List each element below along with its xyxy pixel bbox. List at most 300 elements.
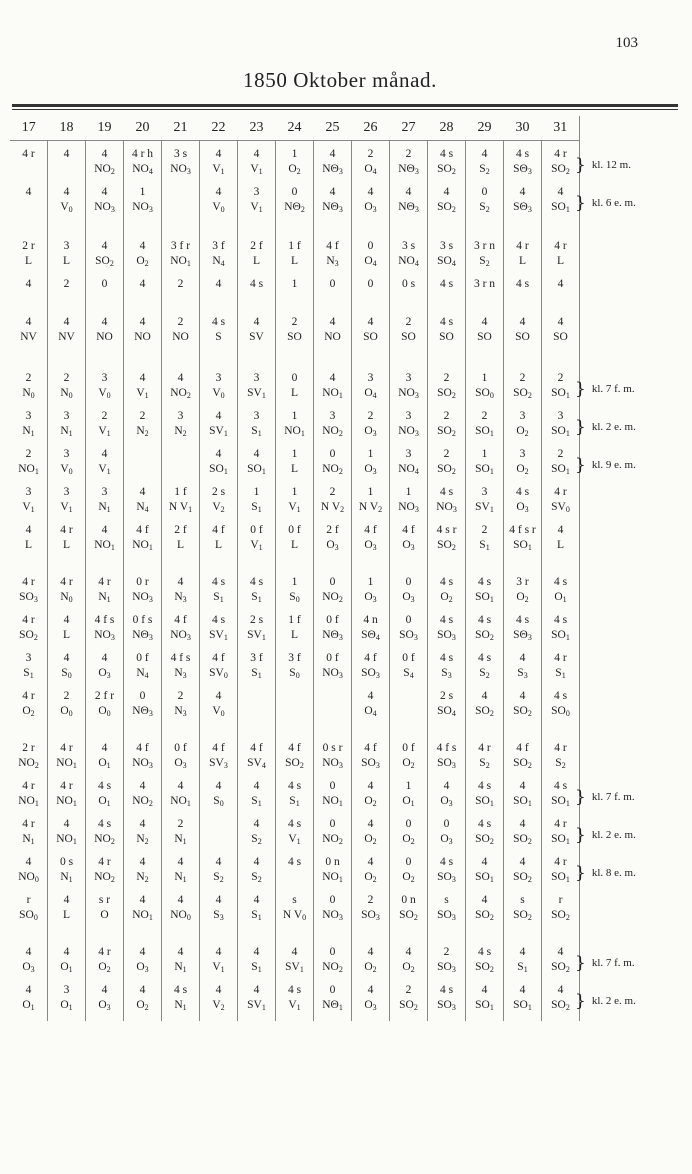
cloud-value: 3 — [557, 410, 564, 422]
cloud-value: 4 — [481, 316, 488, 328]
wind-value: $S_1$ — [289, 795, 300, 808]
wind-value: $N_1$ — [22, 425, 35, 438]
observation-cell — [542, 983, 580, 1021]
wind-value: $SO_2$ — [513, 387, 532, 400]
cloud-value: 4 — [177, 372, 184, 384]
observation-cell — [428, 523, 466, 561]
cloud-value: 4 — [63, 186, 70, 198]
wind-value: $N_1$ — [174, 833, 187, 846]
cloud-value: 1 f — [288, 240, 301, 252]
cloud-value: 0 f — [326, 652, 339, 664]
cloud-value: 3 r — [516, 576, 529, 588]
observation-cell — [390, 575, 428, 613]
cloud-value: 2 r — [22, 742, 35, 754]
wind-value: $V_1$ — [288, 833, 301, 846]
cloud-value: 4 s — [439, 856, 454, 868]
observation-cell — [504, 855, 542, 893]
wind-value: $SO_1$ — [551, 425, 570, 438]
observation-cell — [238, 651, 276, 689]
cloud-value: 4 — [557, 946, 564, 958]
wind-value: $SO_3$ — [437, 999, 456, 1012]
cloud-value: 4 — [101, 186, 108, 198]
wind-value: $S_1$ — [251, 667, 262, 680]
wind-value: $SO_4$ — [437, 705, 456, 718]
wind-value: $SO_1$ — [209, 463, 228, 476]
cloud-value: 4 — [557, 186, 564, 198]
wind-value: $N\Theta_2$ — [284, 201, 305, 214]
cloud-value: 4 — [519, 186, 526, 198]
cloud-value: 0 f — [250, 524, 263, 536]
wind-value: $N_0$ — [60, 591, 73, 604]
wind-value: $SO_2$ — [551, 961, 570, 974]
observation-cell — [428, 983, 466, 1021]
observation-cell — [314, 575, 352, 613]
observation-cell — [200, 651, 238, 689]
cloud-value: 4 r — [22, 780, 35, 792]
cloud-value: 4 — [329, 186, 336, 198]
wind-value: $O_3$ — [364, 201, 377, 214]
gap-cell — [86, 931, 124, 945]
observation-cell — [314, 817, 352, 855]
observation-cell — [238, 409, 276, 447]
wind-value: $NO_1$ — [322, 795, 343, 808]
cloud-value: 2 — [177, 690, 184, 702]
curly-brace-icon: } — [575, 991, 586, 1011]
cloud-value: 4 — [139, 818, 146, 830]
observation-cell — [10, 613, 48, 651]
observation-cell — [466, 147, 504, 185]
cloud-value: 2 — [139, 410, 146, 422]
wind-value: $SO_0$ — [19, 909, 38, 922]
observation-row — [10, 945, 580, 983]
cloud-value — [314, 689, 351, 704]
cloud-value: 2 — [177, 818, 184, 830]
wind-value — [276, 704, 313, 719]
cloud-value: 3 s — [439, 240, 454, 252]
observation-cell — [48, 523, 86, 561]
cloud-value: 4 — [519, 946, 526, 958]
cloud-value: 4 f — [250, 742, 263, 754]
observation-cell — [86, 575, 124, 613]
observation-cell — [86, 447, 124, 485]
gap-cell — [428, 223, 466, 239]
observation-cell — [352, 185, 390, 223]
observation-cell — [200, 983, 238, 1021]
cloud-value: 4 — [101, 742, 108, 754]
wind-value: $NO_1$ — [132, 909, 153, 922]
observation-cell — [352, 741, 390, 779]
observation-cell — [314, 185, 352, 223]
observation-cell — [124, 447, 162, 485]
cloud-value: 3 — [253, 410, 260, 422]
wind-value: $SO_2$ — [95, 255, 114, 268]
wind-value: $N\Theta_3$ — [322, 201, 343, 214]
wind-value: $S_1$ — [213, 591, 224, 604]
wind-value: $NO_2$ — [322, 463, 343, 476]
observation-cell — [200, 855, 238, 893]
wind-value: $N_1$ — [174, 999, 187, 1012]
wind-value — [542, 292, 579, 307]
cloud-value: 2 s — [211, 486, 226, 498]
wind-value: $SO_1$ — [551, 387, 570, 400]
gap-cell — [466, 561, 504, 575]
wind-value: $SO_2$ — [437, 163, 456, 176]
observation-cell — [314, 277, 352, 315]
cloud-value: 4 f — [402, 524, 415, 536]
gap-cell — [276, 931, 314, 945]
gap-cell — [466, 223, 504, 239]
wind-value: NV — [20, 331, 37, 343]
observation-cell — [276, 779, 314, 817]
cloud-value: 2 — [443, 410, 450, 422]
wind-value: $SO_2$ — [513, 757, 532, 770]
wind-value: $N_0$ — [22, 387, 35, 400]
cloud-value: 2 — [519, 372, 526, 384]
observation-cell — [352, 855, 390, 893]
observation-cell — [390, 983, 428, 1021]
cloud-value: 2 — [481, 410, 488, 422]
observation-cell — [86, 741, 124, 779]
observation-cell — [390, 651, 428, 689]
cloud-value: 3 — [101, 372, 108, 384]
observation-cell — [276, 945, 314, 983]
day-header: 26 — [352, 116, 390, 141]
observation-cell — [124, 689, 162, 727]
observation-cell — [314, 779, 352, 817]
wind-value: $V_0$ — [98, 387, 111, 400]
cloud-value: 0 — [329, 576, 336, 588]
wind-value: $N_2$ — [174, 425, 187, 438]
time-note-label: kl. 6 e. m. — [591, 197, 636, 209]
wind-value: $SO_3$ — [437, 871, 456, 884]
observation-cell — [314, 945, 352, 983]
wind-value: $V_2$ — [212, 501, 225, 514]
observation-cell — [314, 447, 352, 485]
gap-cell — [314, 353, 352, 371]
cloud-value: 4 r — [60, 742, 73, 754]
header-rule-thin — [12, 109, 678, 110]
observation-cell — [542, 741, 580, 779]
observation-cell — [86, 817, 124, 855]
observation-cell — [390, 855, 428, 893]
gap-cell — [10, 727, 48, 741]
group-gap-row — [10, 353, 580, 371]
cloud-value: 4 s — [515, 486, 530, 498]
cloud-value: 4 — [443, 186, 450, 198]
wind-value: $SO_2$ — [399, 909, 418, 922]
gap-cell — [238, 223, 276, 239]
observation-cell — [124, 651, 162, 689]
observation-cell — [10, 447, 48, 485]
cloud-value: 1 — [291, 448, 298, 460]
wind-value: $SO_3$ — [437, 629, 456, 642]
wind-value: $SO_0$ — [475, 387, 494, 400]
wind-value: L — [62, 909, 71, 921]
time-note — [575, 455, 636, 475]
observation-cell — [124, 817, 162, 855]
wind-value: $NO_3$ — [132, 591, 153, 604]
cloud-value: 0 r — [136, 576, 149, 588]
wind-value: NO — [96, 331, 113, 343]
time-note — [575, 863, 636, 883]
observation-cell — [10, 689, 48, 727]
cloud-value: 4 — [253, 316, 260, 328]
observation-cell — [352, 779, 390, 817]
observation-cell — [428, 447, 466, 485]
cloud-value: 3 — [329, 410, 336, 422]
wind-value: $NO_3$ — [170, 629, 191, 642]
cloud-value: 2 — [291, 316, 298, 328]
wind-value — [10, 292, 47, 307]
cloud-value: 3 — [519, 448, 526, 460]
observation-cell — [542, 523, 580, 561]
wind-value: $S_2$ — [251, 871, 262, 884]
wind-value: $O_1$ — [60, 999, 73, 1012]
observation-row — [10, 371, 580, 409]
wind-value: $O_4$ — [364, 255, 377, 268]
observation-cell — [48, 147, 86, 185]
wind-value: $S_0$ — [289, 591, 300, 604]
observation-cell — [162, 651, 200, 689]
cloud-value: 4 — [519, 316, 526, 328]
wind-value: $O_2$ — [402, 833, 415, 846]
gap-cell — [200, 727, 238, 741]
wind-value: $NO_2$ — [132, 795, 153, 808]
observation-cell — [162, 689, 200, 727]
day-header: 21 — [162, 116, 200, 141]
observation-cell — [162, 485, 200, 523]
wind-value: $O_1$ — [60, 961, 73, 974]
cloud-value: 4 — [253, 894, 260, 906]
wind-value: L — [176, 539, 185, 551]
wind-value: $NO_1$ — [284, 425, 305, 438]
cloud-value: 0 — [329, 946, 336, 958]
cloud-value: 3 — [405, 372, 412, 384]
observation-row — [10, 523, 580, 561]
cloud-value: r — [26, 894, 31, 906]
cloud-value: 4 — [405, 186, 412, 198]
gap-cell — [10, 561, 48, 575]
observation-cell — [466, 983, 504, 1021]
wind-value: $NO_0$ — [170, 909, 191, 922]
observation-cell — [276, 277, 314, 315]
wind-value: $O_1$ — [554, 591, 567, 604]
wind-value — [276, 292, 313, 307]
wind-value: $SO_2$ — [475, 909, 494, 922]
observation-cell — [428, 409, 466, 447]
time-note-label: kl. 2 e. m. — [591, 995, 636, 1007]
cloud-value: 0 f s — [132, 614, 153, 626]
observation-cell — [466, 689, 504, 727]
wind-value: $N_4$ — [212, 255, 225, 268]
wind-value: $SO_2$ — [285, 757, 304, 770]
observation-cell — [86, 651, 124, 689]
observation-cell — [276, 893, 314, 931]
cloud-value: 4 f s r — [509, 524, 536, 536]
observation-cell — [200, 779, 238, 817]
cloud-value: 4 s — [439, 614, 454, 626]
observation-cell — [238, 371, 276, 409]
curly-brace-icon: } — [575, 787, 586, 807]
cloud-value: 4 s — [211, 576, 226, 588]
cloud-value: 4 s — [477, 818, 492, 830]
cloud-value: 1 — [481, 448, 488, 460]
gap-cell — [276, 561, 314, 575]
cloud-value: 3 f — [288, 652, 301, 664]
cloud-value: 4 — [519, 984, 526, 996]
cloud-value: 4 — [63, 946, 70, 958]
observation-cell — [390, 945, 428, 983]
wind-value: $NO_4$ — [132, 163, 153, 176]
observation-cell — [200, 315, 238, 353]
wind-value: $S_4$ — [403, 667, 414, 680]
observation-cell — [238, 613, 276, 651]
wind-value: $NO_2$ — [322, 425, 343, 438]
wind-value: $NO_1$ — [56, 795, 77, 808]
cloud-value: 4 — [215, 894, 222, 906]
wind-value: $V_2$ — [212, 999, 225, 1012]
observation-cell — [162, 447, 200, 485]
wind-value: $O_3$ — [22, 961, 35, 974]
cloud-value: 3 f — [250, 652, 263, 664]
wind-value: $N_2$ — [136, 425, 149, 438]
observation-cell — [314, 983, 352, 1021]
wind-value: $O_2$ — [98, 961, 111, 974]
cloud-value: 2 — [367, 410, 374, 422]
wind-value: $SO_2$ — [513, 871, 532, 884]
wind-value: $V_0$ — [60, 201, 73, 214]
observation-cell — [504, 315, 542, 353]
observation-cell — [428, 147, 466, 185]
observation-cell — [466, 779, 504, 817]
cloud-value: 4 s — [477, 780, 492, 792]
cloud-value: 4 s — [173, 984, 188, 996]
wind-value: $NO_3$ — [398, 501, 419, 514]
wind-value: $O_1$ — [402, 795, 415, 808]
wind-value: $NO_3$ — [94, 201, 115, 214]
observation-cell — [124, 485, 162, 523]
wind-value: $NO_1$ — [56, 833, 77, 846]
observation-cell — [542, 147, 580, 185]
cloud-value: 4 — [25, 316, 32, 328]
wind-value: $S_2$ — [479, 163, 490, 176]
wind-value: L — [290, 255, 299, 267]
cloud-value: 2 — [481, 524, 488, 536]
wind-value: $NO_3$ — [398, 425, 419, 438]
cloud-value: 4 — [101, 652, 108, 664]
gap-cell — [352, 353, 390, 371]
observation-cell — [542, 485, 580, 523]
wind-value: $NO_2$ — [94, 871, 115, 884]
observation-cell — [352, 447, 390, 485]
wind-value — [428, 292, 465, 307]
cloud-value: 0 s — [59, 856, 74, 868]
gap-cell — [48, 931, 86, 945]
wind-value: $SO_4$ — [437, 255, 456, 268]
wind-value: $NO_1$ — [18, 795, 39, 808]
gap-cell — [428, 353, 466, 371]
wind-value — [200, 832, 237, 847]
wind-value: $V_1$ — [212, 961, 225, 974]
wind-value: $SO_2$ — [475, 833, 494, 846]
observation-cell — [314, 893, 352, 931]
cloud-value: 4 r h — [131, 148, 154, 160]
time-note — [575, 825, 636, 845]
cloud-value: 4 s — [439, 148, 454, 160]
observation-cell — [314, 855, 352, 893]
group-gap-row — [10, 223, 580, 239]
observation-cell — [86, 893, 124, 931]
gap-cell — [390, 727, 428, 741]
wind-value: $S_3$ — [441, 667, 452, 680]
cloud-value: 0 — [329, 278, 336, 290]
observation-cell — [48, 741, 86, 779]
observation-cell — [124, 523, 162, 561]
cloud-value: 4 s — [439, 486, 454, 498]
wind-value: $SO_2$ — [475, 961, 494, 974]
time-note-label: kl. 7 f. m. — [591, 791, 635, 803]
observation-cell — [238, 983, 276, 1021]
gap-cell — [352, 931, 390, 945]
gap-cell — [314, 561, 352, 575]
cloud-value: 3 — [25, 410, 32, 422]
cloud-value: 0 — [405, 576, 412, 588]
curly-brace-icon: } — [575, 953, 586, 973]
observation-cell — [466, 817, 504, 855]
header-rule-thick — [12, 104, 678, 107]
wind-value: $S_0$ — [289, 667, 300, 680]
wind-value: $O_4$ — [364, 163, 377, 176]
wind-value — [86, 292, 123, 307]
time-note — [575, 193, 636, 213]
cloud-value: 2 — [329, 486, 336, 498]
observation-cell — [390, 741, 428, 779]
gap-cell — [352, 561, 390, 575]
observation-cell — [390, 409, 428, 447]
observation-cell — [200, 523, 238, 561]
wind-value: $O_3$ — [402, 591, 415, 604]
observation-cell — [276, 855, 314, 893]
observation-cell — [390, 239, 428, 277]
cloud-value: 3 f r — [170, 240, 191, 252]
time-note — [575, 953, 635, 973]
wind-value: $SO_1$ — [551, 871, 570, 884]
cloud-value: 4 — [405, 946, 412, 958]
cloud-value: 4 — [215, 186, 222, 198]
cloud-value: 4 s — [477, 652, 492, 664]
cloud-value: 4 s — [211, 614, 226, 626]
observation-cell — [504, 371, 542, 409]
cloud-value: 3 — [405, 410, 412, 422]
cloud-value: 4 r — [554, 486, 567, 498]
observation-cell — [48, 613, 86, 651]
observation-cell — [200, 817, 238, 855]
wind-value: $O_3$ — [364, 591, 377, 604]
observation-cell — [48, 893, 86, 931]
cloud-value: 3 — [253, 186, 260, 198]
wind-value: $SO_3$ — [361, 667, 380, 680]
wind-value: $SO_2$ — [513, 705, 532, 718]
observation-cell — [352, 689, 390, 727]
wind-value: $NO_3$ — [322, 757, 343, 770]
wind-value: $NO_4$ — [398, 463, 419, 476]
cloud-value: 4 f — [364, 742, 377, 754]
observation-cell — [48, 409, 86, 447]
cloud-value: 4 — [291, 946, 298, 958]
cloud-value: 4 s — [249, 278, 264, 290]
curly-brace-icon: } — [575, 417, 586, 437]
wind-value: L — [290, 629, 299, 641]
